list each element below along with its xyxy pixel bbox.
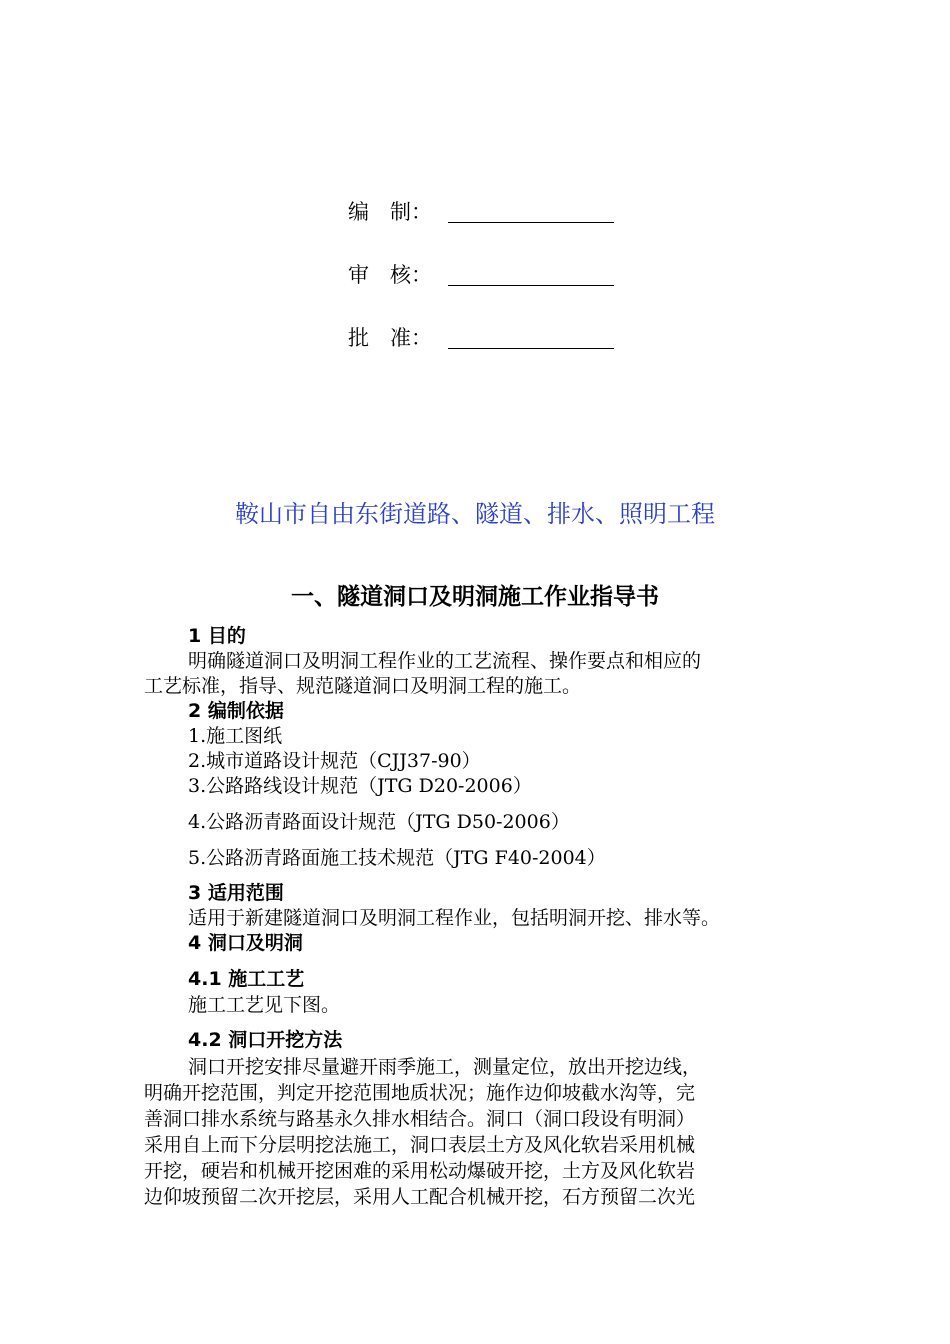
basis-list-item: 1.施工图纸 — [188, 725, 283, 747]
section-4-2-paragraph-line: 洞口开挖安排尽量避开雨季施工，测量定位，放出开挖边线， — [188, 1056, 702, 1078]
approve-label: 批 准： — [348, 326, 432, 350]
section-4-2-paragraph-line: 边仰坡预留二次开挖层，采用人工配合机械开挖，石方预留二次光 — [144, 1186, 696, 1208]
section-2-heading: 2 编制依据 — [188, 700, 284, 722]
approve-signature-line — [448, 326, 614, 349]
section-4-2-paragraph-line: 善洞口排水系统与路基永久排水相结合。洞口（洞口段设有明洞） — [144, 1108, 696, 1130]
section-3-paragraph: 适用于新建隧道洞口及明洞工程作业，包括明洞开挖、排水等。 — [188, 907, 721, 929]
basis-list-item: 5.公路沥青路面施工技术规范（JTG F40-2004） — [188, 847, 606, 869]
section-1-heading: 1 目的 — [188, 625, 246, 647]
review-signature-line — [448, 263, 614, 286]
project-title: 鞍山市自由东街道路、隧道、排水、照明工程 — [235, 500, 715, 528]
review-label: 审 核： — [348, 263, 432, 287]
section-4-2-paragraph-line: 开挖，硬岩和机械开挖困难的采用松动爆破开挖，土方及风化软岩 — [144, 1160, 696, 1182]
basis-list-item: 2.城市道路设计规范（CJJ37-90） — [188, 750, 481, 772]
section-4-2-heading: 4.2 洞口开挖方法 — [188, 1029, 343, 1051]
compile-label: 编 制： — [348, 200, 432, 224]
section-1-paragraph-line: 工艺标准，指导、规范隧道洞口及明洞工程的施工。 — [144, 675, 582, 697]
section-4-1-paragraph: 施工工艺见下图。 — [188, 994, 341, 1016]
section-4-1-heading: 4.1 施工工艺 — [188, 968, 305, 990]
section-3-heading: 3 适用范围 — [188, 882, 284, 904]
basis-list-item: 3.公路路线设计规范（JTG D20-2006） — [188, 775, 532, 797]
basis-list-item: 4.公路沥青路面设计规范（JTG D50-2006） — [188, 811, 570, 833]
review-row — [348, 259, 614, 289]
section-1-paragraph-line: 明确隧道洞口及明洞工程作业的工艺流程、操作要点和相应的 — [188, 650, 702, 672]
section-4-heading: 4 洞口及明洞 — [188, 932, 303, 954]
compile-row — [348, 196, 614, 226]
section-4-2-paragraph-line: 明确开挖范围，判定开挖范围地质状况；施作边仰坡截水沟等，完 — [144, 1082, 696, 1104]
approve-row — [348, 322, 614, 352]
section-4-2-paragraph-line: 采用自上而下分层明挖法施工，洞口表层土方及风化软岩采用机械 — [144, 1134, 696, 1156]
compile-signature-line — [448, 200, 614, 223]
document-title: 一、隧道洞口及明洞施工作业指导书 — [291, 584, 659, 610]
